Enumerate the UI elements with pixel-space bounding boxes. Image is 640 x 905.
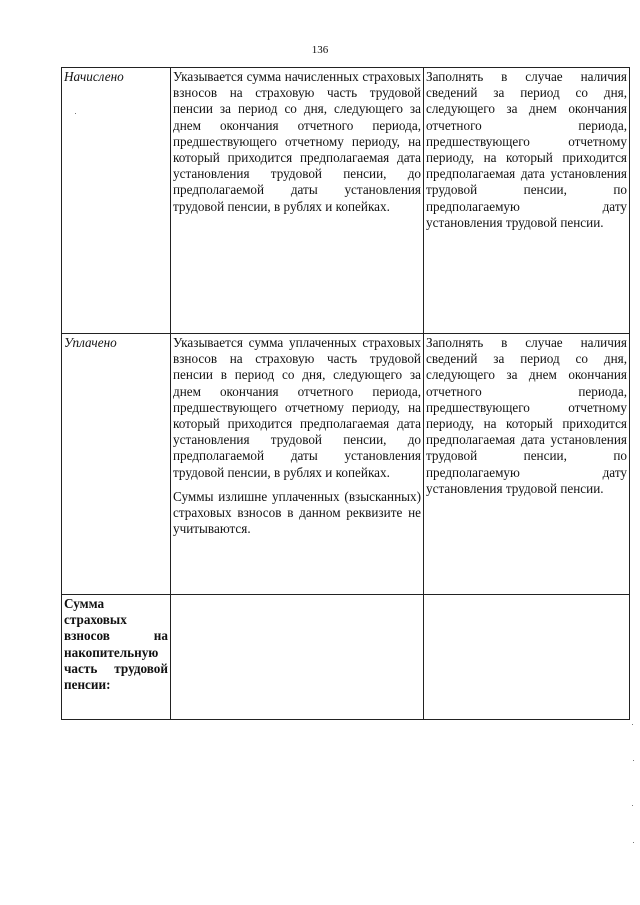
field-name-cell: Начислено: [62, 68, 171, 334]
description-cell: [171, 334, 424, 595]
scan-speck: [633, 842, 634, 843]
table-row: [62, 595, 630, 720]
description-note: Суммы излишне уплаченных (взысканных) страховых взносов в данном реквизите не учитываются.: [173, 488, 421, 537]
table-row: [62, 334, 630, 595]
description-cell: [171, 595, 424, 720]
description-cell: [171, 68, 424, 334]
requisites-table: [61, 67, 630, 720]
page-number: 136: [311, 44, 329, 56]
scan-speck: [632, 805, 633, 806]
description-paragraph: Указывается сумма уплаченных страховых взносов на страховую часть трудовой пенсии в период со дня, следующего за днем окончания отчетного периода, предшествующего отчетному периоду, на который приходится предполагаемая дата установления трудовой пенсии, до предполагаемой даты установления трудовой пенсии, в рублях и копейках.: [173, 335, 421, 480]
scan-speck: [75, 113, 76, 114]
scan-speck: [633, 760, 634, 761]
fill-rule-cell: Заполнять в случае наличия сведений за период со дня, следующего за днем окончания отчетного периода, предшествующего отчетному периоду, на который приходится предполагаемая дата установления трудовой пенсии, по предполагаемую дату установления трудовой пенсии.: [424, 334, 630, 595]
section-heading-cell: Сумма страховых взносов на накопительную часть трудовой пенсии:: [62, 595, 171, 720]
field-name-cell: Уплачено: [62, 334, 171, 595]
table-row: [62, 68, 630, 334]
fill-rule-cell: Заполнять в случае наличия сведений за период со дня, следующего за днем окончания отчетного периода, предшествующего отчетному периоду, на который приходится предполагаемая дата установления трудовой пенсии, по предполагаемую дату установления трудовой пенсии.: [424, 68, 630, 334]
description-paragraph: Указывается сумма начисленных страховых взносов на страховую часть трудовой пенсии за период со дня, следующего за днем окончания отчетного периода, предшествующего отчетному периоду, на который приходится предполагаемая дата установления трудовой пенсии, до предполагаемой даты установления трудовой пенсии, в рублях и копейках.: [173, 69, 421, 214]
fill-rule-cell: [424, 595, 630, 720]
scan-speck: [632, 724, 633, 725]
